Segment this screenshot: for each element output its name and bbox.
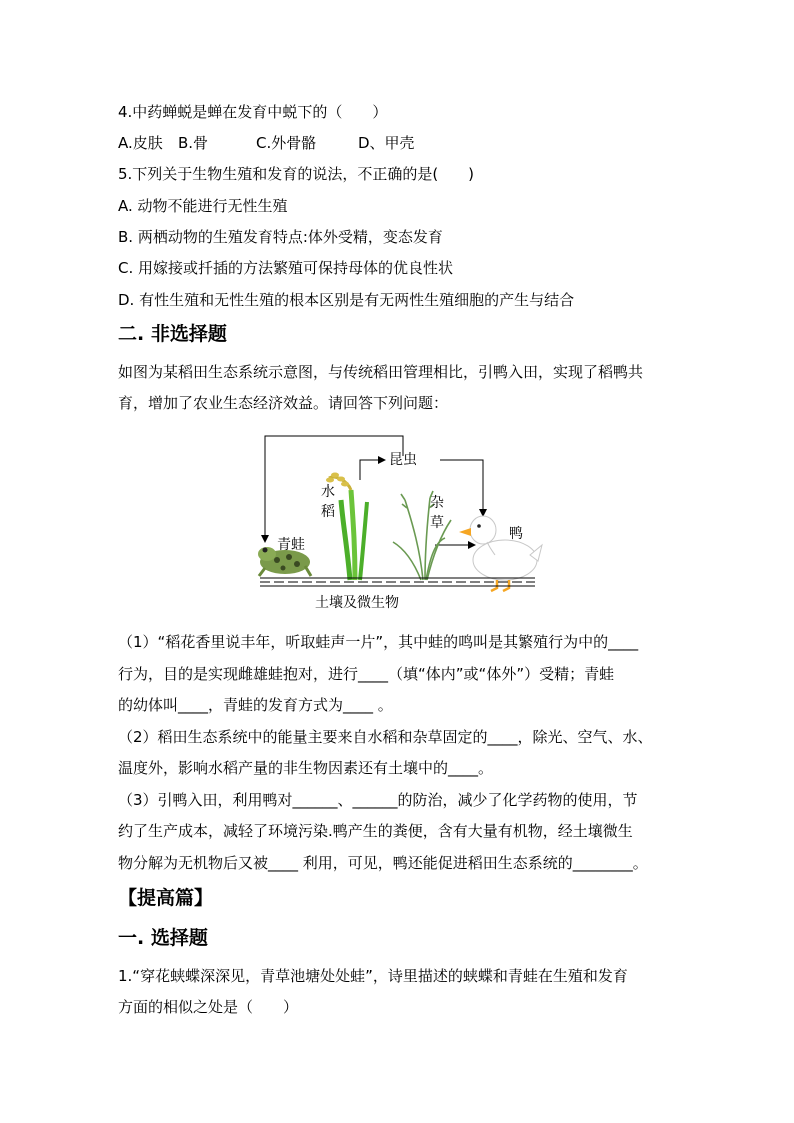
answer-line-6: （3）引鸭入田，利用鸭对______、______的防治，减少了化学药物的使用，节 — [118, 791, 638, 809]
answer-line-1: （1）“稻花香里说丰年，听取蛙声一片”，其中蛙的鸣叫是其繁殖行为中的____ — [118, 633, 639, 651]
section-2-title: 二. 非选择题 — [118, 323, 227, 345]
rice-label-1: 水 — [321, 484, 335, 500]
duck-label: 鸭 — [509, 526, 523, 542]
weed-label-2: 草 — [430, 515, 444, 531]
q5-option-c: C. 用嫁接或扦插的方法繁殖可保持母体的优良性状 — [118, 259, 454, 277]
q5-stem: 5.下列关于生物生殖和发育的说法，不正确的是( ) — [118, 165, 475, 183]
section-2-intro-line-1: 如图为某稻田生态系统示意图，与传统稻田管理相比，引鸭入田，实现了稻鸭共 — [118, 363, 644, 381]
q5-option-b: B. 两栖动物的生殖发育特点:体外受精，变态发育 — [118, 228, 443, 246]
soil-label: 土壤及微生物 — [315, 595, 399, 611]
rice-label-2: 稻 — [321, 504, 335, 520]
answer-line-5: 温度外，影响水稻产量的非生物因素还有土壤中的____。 — [118, 759, 494, 777]
weed-label-1: 杂 — [430, 495, 444, 511]
q4-option-c: C.外骨骼 — [256, 134, 317, 152]
advanced-q1-line-2: 方面的相似之处是（ ） — [118, 998, 299, 1016]
q4-stem: 4.中药蝉蜕是蝉在发育中蜕下的（ ） — [118, 103, 388, 121]
q4-option-a: A.皮肤 — [118, 134, 163, 152]
answer-line-4: （2）稻田生态系统中的能量主要来自水稻和杂草固定的____，除光、空气、水、 — [118, 728, 653, 746]
insect-to-duck-arrow — [440, 460, 483, 516]
advanced-section-1-title: 一. 选择题 — [118, 927, 208, 949]
rice-to-insect-arrow — [360, 460, 385, 480]
advanced-title: 【提高篇】 — [118, 887, 214, 909]
answer-line-3: 的幼体叫____，青蛙的发育方式为____ 。 — [118, 696, 393, 714]
answer-line-8: 物分解为无机物后又被____ 利用，可见，鸭还能促进稻田生态系统的________。 — [118, 854, 648, 872]
ecosystem-diagram — [255, 430, 555, 620]
q4-option-d: D、甲壳 — [358, 134, 415, 152]
duck-illustration — [459, 516, 542, 591]
q5-option-a: A. 动物不能进行无性生殖 — [118, 197, 288, 215]
advanced-q1-line-1: 1.“穿花蛱蝶深深见，青草池塘处处蛙”，诗里描述的蛱蝶和青蛙在生殖和发育 — [118, 967, 628, 985]
q5-option-d: D. 有性生殖和无性生殖的根本区别是有无两性生殖细胞的产生与结合 — [118, 291, 575, 309]
section-2-intro-line-2: 育，增加了农业生态经济效益。请回答下列问题： — [118, 394, 449, 412]
frog-label: 青蛙 — [277, 537, 305, 553]
insect-label: 昆虫 — [389, 452, 417, 468]
answer-line-2: 行为，目的是实现雌雄蛙抱对，进行____（填“体内”或“体外”）受精；青蛙 — [118, 665, 615, 683]
q4-option-b: B.骨 — [178, 134, 209, 152]
answer-line-7: 约了生产成本，减轻了环境污染.鸭产生的粪便，含有大量有机物，经土壤微生 — [118, 822, 633, 840]
q4-options — [118, 133, 415, 153]
